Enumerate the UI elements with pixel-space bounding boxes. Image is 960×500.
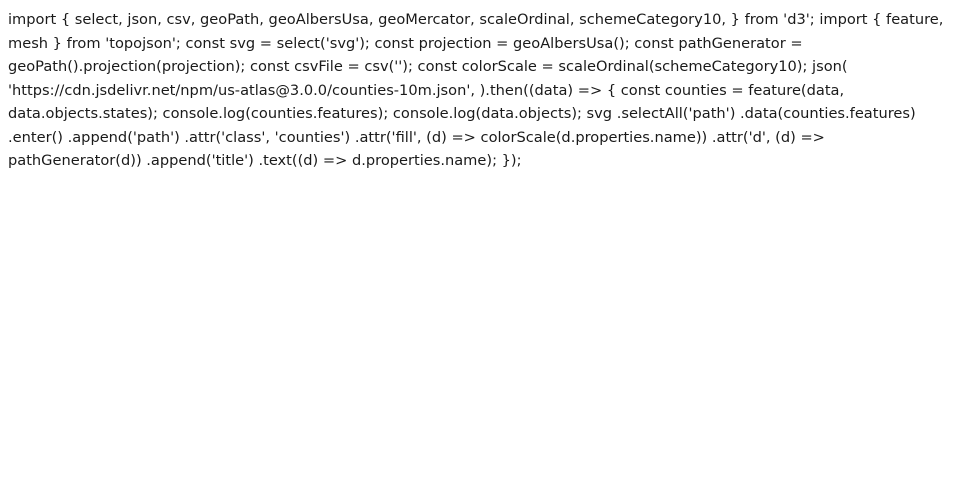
- code-text-block: import { select, json, csv, geoPath, geoAlbersUsa, geoMercator, scaleOrdinal, schemeCategory10, } from 'd3'; import { feature, mesh } from 'topojson'; const svg = select('svg'); const projection = geoAlbersUsa(); const pathGenerator = geoPath().projection(projection); const csvFile = csv(''); const colorScale = scaleOrdinal(schemeCategory10); json( 'https://cdn.jsdelivr.net/npm/us-atlas@3.0.0/counties-10m.json', ).then((data) => { const counties = feature(data, data.objects.states); console.log(counties.features); console.log(data.objects); svg .selectAll('path') .data(counties.features) .enter() .append('path') .attr('class', 'counties') .attr('fill', (d) => colorScale(d.properties.name)) .attr('d', (d) => pathGenerator(d)) .append('title') .text((d) => d.properties.name); });: [8, 11, 949, 169]
